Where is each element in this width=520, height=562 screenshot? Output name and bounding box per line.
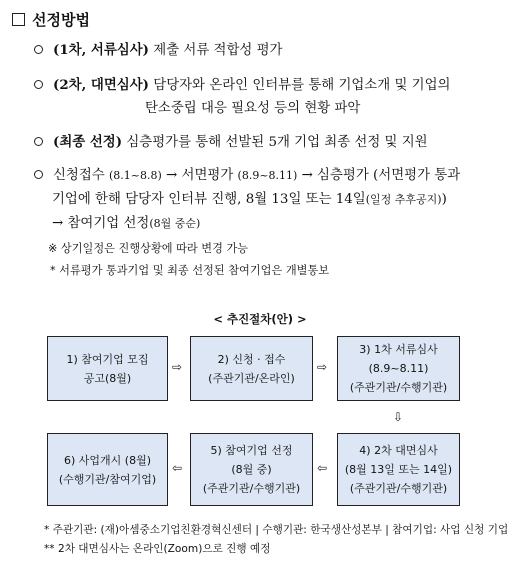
item-1-label: (1차, 서류심사) (53, 42, 149, 58)
step-1-line2: 공고(8월) (83, 371, 132, 385)
item-4-line3 (52, 212, 200, 236)
process-step-6 (47, 433, 168, 506)
item-4-line2-note: (일정 추후공지) (365, 193, 442, 206)
step-3-line1: 3) 1차 서류심사 (359, 343, 438, 356)
circle-bullet-icon (34, 137, 43, 146)
footnote-online: ** 2차 대면심사는 온라인(Zoom)으로 진행 예정 (44, 543, 271, 555)
item-2-text: 담당자와 온라인 인터뷰를 통해 기업소개 및 기업의 (149, 78, 451, 93)
method-item-4 (34, 164, 460, 188)
step-4-line2: (8월 13일 또는 14일) (344, 463, 453, 476)
process-step-2 (190, 336, 313, 401)
note-notification: * 서류평가 통과기업 및 최종 선정된 참여기업은 개별통보 (50, 264, 330, 277)
step-6-line1: 6) 사업개시 (8월) (64, 453, 151, 467)
step-5-line3: (주관기관/수행기관) (202, 482, 301, 495)
step-2-line1: 2) 신청 · 접수 (217, 352, 286, 366)
method-item-3 (34, 130, 428, 155)
item-4-line2-text: 기업에 한해 담당자 인터뷰 진행, 8월 13일 또는 14일 (52, 192, 366, 207)
arrow-left-icon: ⇦ (317, 461, 328, 475)
section-heading (12, 9, 90, 30)
process-title: < 추진절차(안) > (213, 312, 307, 326)
step-3-line2: (8.9~8.11) (368, 362, 429, 375)
item-4-line3-text: → 참여기업 선정 (52, 216, 150, 231)
arrow-left-icon: ⇦ (172, 461, 183, 475)
step-5-line1: 5) 참여기업 선정 (210, 444, 293, 457)
process-step-3 (337, 336, 460, 401)
item-3-label: (최종 선정) (53, 134, 123, 150)
schedule-deep: → 심층평가 (서면평가 통과 (297, 168, 461, 183)
item-3-text: 심층평가를 통해 선발된 5개 기업 최종 선정 및 지원 (122, 135, 428, 150)
circle-bullet-icon (34, 170, 43, 179)
arrow-right-icon: ⇨ (172, 360, 183, 374)
schedule-apply: 신청접수 (53, 168, 109, 183)
step-6-line2: (수행기관/참여기업) (58, 472, 157, 486)
schedule-document-date: (8.9~8.11) (237, 169, 298, 182)
circle-bullet-icon (34, 45, 43, 54)
item-2-text-line2: 탄소중립 대응 필요성 등의 현황 파악 (145, 101, 361, 116)
step-2-line2: (주관기관/온라인) (208, 371, 295, 385)
item-2-label: (2차, 대면심사) (53, 77, 149, 93)
step-5-line2: (8월 중) (231, 463, 272, 476)
step-1-line1: 1) 참여기업 모집 (66, 352, 149, 366)
note-schedule-change: ※ 상기일정은 진행상황에 따라 변경 가능 (48, 242, 249, 255)
item-4-line3-note: (8월 중순) (149, 217, 201, 230)
process-step-5 (190, 433, 313, 506)
section-heading-text: 선정방법 (32, 11, 90, 29)
schedule-document: → 서면평가 (161, 168, 238, 183)
item-1-text: 제출 서류 적합성 평가 (149, 43, 283, 58)
process-step-4 (337, 433, 460, 506)
step-3-line3: (주관기관/수행기관) (349, 381, 448, 394)
arrow-right-icon: ⇨ (317, 360, 328, 374)
item-4-line2-end: ) (441, 192, 447, 207)
step-4-line3: (주관기관/수행기관) (349, 482, 448, 495)
checkbox-square-icon (12, 13, 25, 26)
footnote-organizations: * 주관기관: (재)아셈중소기업친환경혁신센터 | 수행기관: 한국생산성본부 | 참여기업: 사업 신청 기업 (44, 524, 509, 536)
item-4-line2 (52, 188, 447, 212)
schedule-apply-date: (8.1~8.8) (109, 169, 162, 182)
arrow-down-icon: ⇩ (393, 410, 404, 424)
circle-bullet-icon (34, 80, 43, 89)
step-4-line1: 4) 2차 대면심사 (359, 444, 438, 457)
method-item-2 (34, 73, 450, 98)
method-item-1 (34, 38, 282, 63)
process-step-1 (47, 336, 168, 401)
